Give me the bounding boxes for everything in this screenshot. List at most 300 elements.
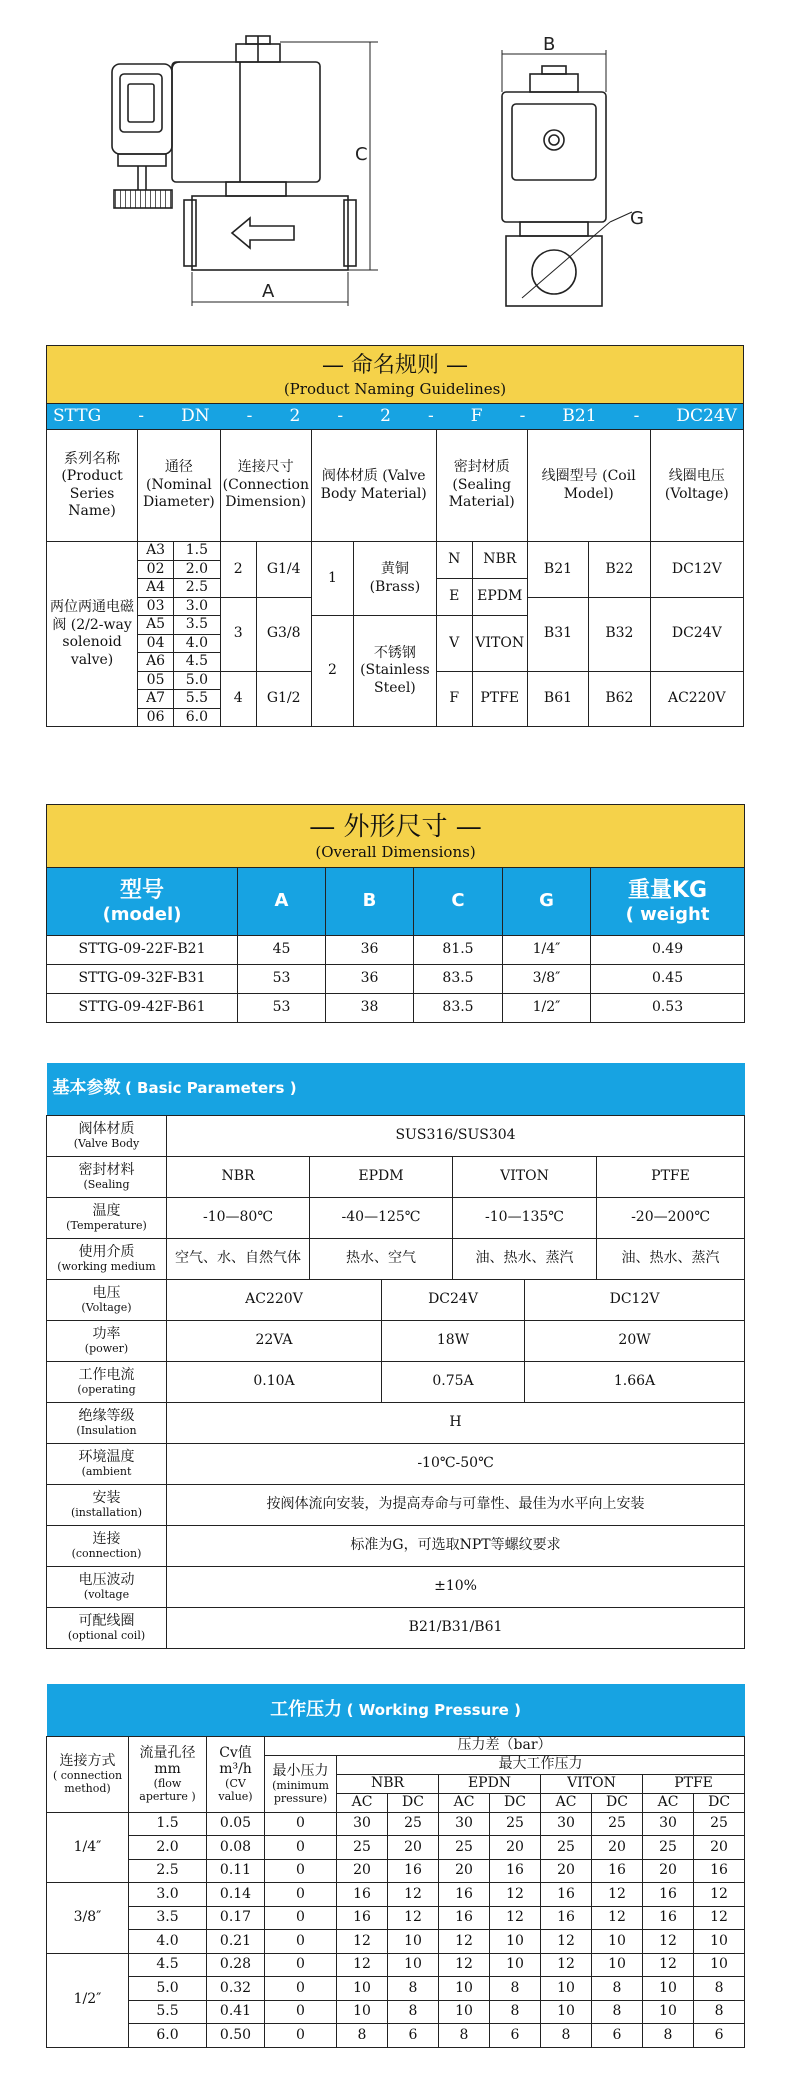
pressure-cell: 0.17 bbox=[207, 1906, 265, 1930]
insulation-label: 绝缘等级 bbox=[78, 1408, 135, 1424]
h-cv-en: (CV value) bbox=[218, 1777, 253, 1803]
pressure-cell: 12 bbox=[694, 1906, 745, 1930]
seal-material: PTFE bbox=[472, 671, 527, 727]
flow-arrow bbox=[232, 218, 294, 248]
power-2: 18W bbox=[382, 1320, 525, 1361]
seal-label-en: (Sealing bbox=[83, 1178, 130, 1191]
dim-cell: 1/4″ bbox=[503, 936, 591, 965]
dn-code: 06 bbox=[138, 708, 174, 727]
coil-model: B61 bbox=[527, 671, 588, 727]
pressure-cell: 0 bbox=[265, 1977, 337, 2001]
pressure-row bbox=[47, 1930, 745, 1954]
valve-drawing bbox=[0, 0, 790, 330]
seal-ptfe: PTFE bbox=[597, 1156, 745, 1197]
dn-value: 2.0 bbox=[174, 560, 221, 579]
pressure-cell: 16 bbox=[643, 1883, 694, 1907]
pressure-cell: 12 bbox=[643, 1953, 694, 1977]
dim-b-label: B bbox=[543, 34, 556, 55]
pressure-cell: 8 bbox=[592, 2000, 643, 2024]
pressure-cell: 10 bbox=[337, 2000, 388, 2024]
pressure-cell: 16 bbox=[490, 1859, 541, 1883]
pressure-row bbox=[47, 1859, 745, 1883]
basic-section bbox=[46, 1063, 744, 1649]
dim-cell: 36 bbox=[326, 965, 414, 994]
pressure-cell: 16 bbox=[541, 1883, 592, 1907]
h-c: C bbox=[414, 868, 503, 936]
naming-code bbox=[47, 406, 743, 427]
code-part: 2 bbox=[380, 405, 391, 426]
material-header: NBR bbox=[337, 1774, 439, 1793]
pressure-cell: 12 bbox=[490, 1883, 541, 1907]
temp-viton: -10—135℃ bbox=[453, 1197, 597, 1238]
pressure-cell: 12 bbox=[388, 1883, 439, 1907]
dim-cell: 3/8″ bbox=[503, 965, 591, 994]
pressure-cell: 25 bbox=[388, 1812, 439, 1836]
pressure-cell: 10 bbox=[643, 1977, 694, 2001]
pressure-cell: 25 bbox=[490, 1812, 541, 1836]
dim-cell: 81.5 bbox=[414, 936, 503, 965]
h-model-en: (model) bbox=[102, 904, 182, 925]
dn-code: 05 bbox=[138, 671, 174, 690]
dn-code: 03 bbox=[138, 597, 174, 616]
h-max: 最大工作压力 bbox=[337, 1755, 745, 1774]
dn-value: 4.5 bbox=[174, 653, 221, 672]
power-label: 功率 bbox=[92, 1326, 121, 1342]
insulation-value: H bbox=[167, 1402, 745, 1443]
h-min: 最小压力 bbox=[272, 1762, 329, 1779]
pressure-cell: 6 bbox=[592, 2024, 643, 2048]
dim-a-label: A bbox=[262, 281, 275, 302]
dim-cell: 36 bbox=[326, 936, 414, 965]
pressure-cell: 0.05 bbox=[207, 1812, 265, 1836]
pressure-cell: 6.0 bbox=[129, 2024, 207, 2048]
temp-nbr: -10—80℃ bbox=[167, 1197, 310, 1238]
pressure-cell: 16 bbox=[439, 1883, 490, 1907]
fluct-label: 电压波动 bbox=[78, 1572, 135, 1588]
pressure-cell: 10 bbox=[490, 1953, 541, 1977]
pressure-conn: 1/4″ bbox=[47, 1812, 129, 1883]
ac-header: AC bbox=[541, 1793, 592, 1812]
dim-cell: 45 bbox=[238, 936, 326, 965]
dim-cell: 53 bbox=[238, 994, 326, 1023]
pressure-title-zh: 工作压力 bbox=[270, 1698, 343, 1720]
power-label-en: (power) bbox=[84, 1342, 129, 1355]
coil-model: B32 bbox=[589, 597, 650, 671]
pressure-cell: 4.5 bbox=[129, 1953, 207, 1977]
dn-value: 1.5 bbox=[174, 542, 221, 561]
body-material: 黄铜 (Brass) bbox=[354, 542, 437, 616]
coil-label-en: (optional coil) bbox=[67, 1629, 146, 1642]
code-part: DN bbox=[181, 405, 210, 426]
pressure-cell: 8 bbox=[490, 2000, 541, 2024]
pressure-cell: 12 bbox=[439, 1930, 490, 1954]
pressure-cell: 25 bbox=[694, 1812, 745, 1836]
pressure-cell: 25 bbox=[643, 1836, 694, 1860]
pressure-cell: 10 bbox=[643, 2000, 694, 2024]
voltage-dc24: DC24V bbox=[382, 1279, 525, 1320]
ambient-value: -10℃-50℃ bbox=[167, 1443, 745, 1484]
pressure-cell: 16 bbox=[337, 1906, 388, 1930]
pressure-cell: 20 bbox=[439, 1859, 490, 1883]
coil-model: B22 bbox=[589, 542, 650, 598]
body-material: 不锈钢 (Stainless Steel) bbox=[354, 616, 437, 727]
current-1: 0.10A bbox=[167, 1361, 382, 1402]
body-code: 1 bbox=[311, 542, 353, 616]
dim-cell: 53 bbox=[238, 965, 326, 994]
pressure-cell: 30 bbox=[337, 1812, 388, 1836]
basic-title-en: ( Basic Parameters ) bbox=[124, 1079, 297, 1098]
ac-header: AC bbox=[337, 1793, 388, 1812]
code-part: 2 bbox=[289, 405, 301, 426]
pressure-cell: 8 bbox=[694, 2000, 745, 2024]
h-coil: 线圈型号 (Coil Model) bbox=[527, 430, 650, 542]
code-part: - bbox=[427, 405, 434, 426]
series-name: 两位两通电磁阀 (2/2-way solenoid valve) bbox=[47, 542, 138, 727]
media-label-en: (working medium bbox=[57, 1260, 156, 1273]
dim-cell: 83.5 bbox=[414, 994, 503, 1023]
seal-code: N bbox=[436, 542, 472, 579]
dn-value: 6.0 bbox=[174, 708, 221, 727]
conn-code: 3 bbox=[220, 597, 256, 671]
fluct-label-en: (voltage bbox=[83, 1588, 130, 1601]
pressure-cell: 1.5 bbox=[129, 1812, 207, 1836]
h-diameter: 通径 (Nominal Diameter) bbox=[138, 430, 221, 542]
pressure-cell: 12 bbox=[592, 1883, 643, 1907]
pressure-cell: 12 bbox=[490, 1906, 541, 1930]
pressure-cell: 12 bbox=[541, 1953, 592, 1977]
insulation-label-en: (Insulation bbox=[76, 1424, 137, 1437]
media-label: 使用介质 bbox=[78, 1244, 135, 1260]
ambient-label-en: (ambient bbox=[81, 1465, 132, 1478]
dim-subtitle: (Overall Dimensions) bbox=[315, 843, 476, 861]
pressure-cell: 10 bbox=[388, 1953, 439, 1977]
dc-header: DC bbox=[592, 1793, 643, 1812]
dn-code: A5 bbox=[138, 616, 174, 635]
pressure-cell: 0 bbox=[265, 2024, 337, 2048]
dim-row bbox=[47, 965, 745, 994]
h-b: B bbox=[326, 868, 414, 936]
body-label: 阀体材质 bbox=[78, 1121, 135, 1137]
pressure-cell: 20 bbox=[541, 1859, 592, 1883]
pressure-cell: 10 bbox=[694, 1930, 745, 1954]
pressure-cell: 12 bbox=[592, 1906, 643, 1930]
pressure-row bbox=[47, 1953, 745, 1977]
install-label: 安装 bbox=[92, 1490, 121, 1506]
seal-epdm: EPDM bbox=[310, 1156, 453, 1197]
pressure-cell: 0 bbox=[265, 1906, 337, 1930]
pressure-cell: 25 bbox=[337, 1836, 388, 1860]
naming-row bbox=[47, 542, 744, 561]
pressure-cell: 10 bbox=[337, 1977, 388, 2001]
seal-material: EPDM bbox=[472, 579, 527, 616]
pressure-cell: 0 bbox=[265, 1953, 337, 1977]
pressure-cell: 6 bbox=[694, 2024, 745, 2048]
dim-cell: STTG-09-32F-B31 bbox=[47, 965, 238, 994]
dim-g-label: G bbox=[630, 208, 644, 229]
pressure-cell: 0.32 bbox=[207, 1977, 265, 2001]
pressure-cell: 12 bbox=[337, 1953, 388, 1977]
material-header: EPDN bbox=[439, 1774, 541, 1793]
pressure-cell: 0.28 bbox=[207, 1953, 265, 1977]
body-value: SUS316/SUS304 bbox=[167, 1115, 745, 1156]
pressure-row bbox=[47, 1906, 745, 1930]
current-label: 工作电流 bbox=[78, 1367, 135, 1383]
pressure-cell: 10 bbox=[541, 2000, 592, 2024]
pressure-row bbox=[47, 2024, 745, 2048]
h-conn-en: ( connection method) bbox=[52, 1769, 123, 1795]
dim-cell: 0.49 bbox=[591, 936, 745, 965]
dim-cell: 0.45 bbox=[591, 965, 745, 994]
naming-title: — 命名规则 — bbox=[322, 352, 468, 378]
pressure-cell: 16 bbox=[541, 1906, 592, 1930]
media-epdm: 热水、空气 bbox=[310, 1238, 453, 1279]
pressure-cell: 20 bbox=[337, 1859, 388, 1883]
pressure-cell: 12 bbox=[337, 1930, 388, 1954]
temp-label-en: (Temperature) bbox=[66, 1219, 147, 1232]
current-label-en: (operating bbox=[77, 1383, 136, 1396]
media-ptfe: 油、热水、蒸汽 bbox=[597, 1238, 745, 1279]
dim-cell: 1/2″ bbox=[503, 994, 591, 1023]
body-label-en: (Valve Body bbox=[73, 1137, 140, 1150]
temp-ptfe: -20—200℃ bbox=[597, 1197, 745, 1238]
coil-voltage: DC12V bbox=[650, 542, 743, 598]
coil-model: B31 bbox=[527, 597, 588, 671]
pressure-cell: 20 bbox=[643, 1859, 694, 1883]
current-3: 1.66A bbox=[525, 1361, 745, 1402]
pressure-cell: 25 bbox=[439, 1836, 490, 1860]
seal-code: E bbox=[436, 579, 472, 616]
pressure-cell: 10 bbox=[439, 2000, 490, 2024]
h-g: G bbox=[503, 868, 591, 936]
temp-label: 温度 bbox=[92, 1203, 121, 1219]
seal-material: VITON bbox=[472, 616, 527, 672]
coil-model: B21 bbox=[527, 542, 588, 598]
pressure-cell: 3.5 bbox=[129, 1906, 207, 1930]
pressure-cell: 10 bbox=[694, 1953, 745, 1977]
pressure-cell: 12 bbox=[694, 1883, 745, 1907]
voltage-label-en: (Voltage) bbox=[81, 1301, 132, 1314]
pressure-conn: 1/2″ bbox=[47, 1953, 129, 2047]
coil-label: 可配线圈 bbox=[78, 1613, 135, 1629]
pressure-cell: 8 bbox=[439, 2024, 490, 2048]
coil-model: B62 bbox=[589, 671, 650, 727]
dim-cell: 83.5 bbox=[414, 965, 503, 994]
pressure-conn: 3/8″ bbox=[47, 1883, 129, 1954]
conn-value: 标准为G，可选取NPT等螺纹要求 bbox=[167, 1525, 745, 1566]
dn-code: A3 bbox=[138, 542, 174, 561]
dn-value: 5.5 bbox=[174, 690, 221, 709]
naming-subtitle: (Product Naming Guidelines) bbox=[283, 379, 507, 398]
pressure-cell: 10 bbox=[592, 1930, 643, 1954]
valve-body bbox=[192, 196, 348, 270]
h-weight-zh: 重量KG bbox=[627, 877, 708, 903]
code-part: STTG bbox=[53, 405, 102, 426]
coil-voltage: DC24V bbox=[650, 597, 743, 671]
dim-cell: 38 bbox=[326, 994, 414, 1023]
pressure-cell: 12 bbox=[439, 1953, 490, 1977]
h-voltage: 线圈电压 (Voltage) bbox=[650, 430, 743, 542]
pressure-cell: 20 bbox=[490, 1836, 541, 1860]
voltage-label: 电压 bbox=[92, 1285, 121, 1301]
pressure-row bbox=[47, 1836, 745, 1860]
pressure-cell: 4.0 bbox=[129, 1930, 207, 1954]
coil-side bbox=[502, 92, 606, 222]
pressure-cell: 16 bbox=[337, 1883, 388, 1907]
h-diff: 压力差（bar） bbox=[265, 1736, 745, 1755]
dim-c-label: C bbox=[355, 144, 368, 165]
current-2: 0.75A bbox=[382, 1361, 525, 1402]
h-cv: Cv值 m³/h bbox=[219, 1745, 252, 1777]
pressure-cell: 16 bbox=[439, 1906, 490, 1930]
dn-code: 02 bbox=[138, 560, 174, 579]
install-value: 按阀体流向安装，为提高寿命与可靠性、最佳为水平向上安装 bbox=[167, 1484, 745, 1525]
dim-row bbox=[47, 994, 745, 1023]
pressure-cell: 12 bbox=[388, 1906, 439, 1930]
code-part: - bbox=[138, 405, 145, 426]
h-weight-en: ( weight bbox=[625, 904, 710, 925]
pressure-cell: 0 bbox=[265, 1883, 337, 1907]
code-part: - bbox=[633, 405, 640, 426]
pressure-cell: 16 bbox=[694, 1859, 745, 1883]
pressure-cell: 8 bbox=[490, 1977, 541, 2001]
material-header: VITON bbox=[541, 1774, 643, 1793]
media-viton: 油、热水、蒸汽 bbox=[453, 1238, 597, 1279]
coil-body bbox=[172, 62, 320, 182]
dn-value: 2.5 bbox=[174, 579, 221, 598]
pressure-cell: 0.21 bbox=[207, 1930, 265, 1954]
pressure-cell: 0 bbox=[265, 1930, 337, 1954]
conn-size: G1/2 bbox=[256, 671, 311, 727]
media-nbr: 空气、水、自然气体 bbox=[167, 1238, 310, 1279]
body-code: 2 bbox=[311, 616, 353, 727]
h-min-en: (minimum pressure) bbox=[272, 1778, 329, 1805]
pressure-cell: 8 bbox=[694, 1977, 745, 2001]
dim-cell: STTG-09-42F-B61 bbox=[47, 994, 238, 1023]
h-model-zh: 型号 bbox=[119, 877, 164, 903]
code-part: - bbox=[337, 405, 344, 426]
pressure-cell: 0.11 bbox=[207, 1859, 265, 1883]
pressure-cell: 8 bbox=[388, 2000, 439, 2024]
pressure-cell: 0.14 bbox=[207, 1883, 265, 1907]
pressure-cell: 3.0 bbox=[129, 1883, 207, 1907]
conn-code: 2 bbox=[220, 542, 256, 598]
dn-value: 5.0 bbox=[174, 671, 221, 690]
pressure-section bbox=[46, 1684, 744, 2062]
pressure-cell: 16 bbox=[643, 1906, 694, 1930]
pressure-cell: 20 bbox=[694, 1836, 745, 1860]
h-connection: 连接尺寸 (Connection Dimension) bbox=[220, 430, 311, 542]
dn-value: 3.0 bbox=[174, 597, 221, 616]
pressure-cell: 6 bbox=[490, 2024, 541, 2048]
coil-voltage: AC220V bbox=[650, 671, 743, 727]
power-1: 22VA bbox=[167, 1320, 382, 1361]
dn-code: A7 bbox=[138, 690, 174, 709]
conn-size: G3/8 bbox=[256, 597, 311, 671]
pressure-cell: 0 bbox=[265, 1812, 337, 1836]
pressure-cell: 25 bbox=[592, 1812, 643, 1836]
pressure-cell: 16 bbox=[592, 1859, 643, 1883]
pressure-cell: 30 bbox=[439, 1812, 490, 1836]
pressure-cell: 30 bbox=[643, 1812, 694, 1836]
pressure-cell: 12 bbox=[541, 1930, 592, 1954]
pressure-cell: 0 bbox=[265, 1859, 337, 1883]
ambient-label: 环境温度 bbox=[78, 1449, 135, 1465]
h-seal: 密封材质 (Sealing Material) bbox=[436, 430, 527, 542]
pressure-row bbox=[47, 1812, 745, 1836]
basic-title-zh: 基本参数 bbox=[52, 1078, 121, 1099]
pressure-cell: 0.41 bbox=[207, 2000, 265, 2024]
h-flow-en: (flow aperture ) bbox=[139, 1777, 196, 1803]
pressure-cell: 30 bbox=[541, 1812, 592, 1836]
seal-code: F bbox=[436, 671, 472, 727]
material-header: PTFE bbox=[643, 1774, 745, 1793]
h-a: A bbox=[238, 868, 326, 936]
pressure-cell: 16 bbox=[388, 1859, 439, 1883]
pressure-cell: 8 bbox=[592, 1977, 643, 2001]
pressure-cell: 5.0 bbox=[129, 1977, 207, 2001]
seal-label: 密封材料 bbox=[78, 1162, 135, 1178]
pressure-cell: 10 bbox=[490, 1930, 541, 1954]
pressure-cell: 20 bbox=[388, 1836, 439, 1860]
ac-header: AC bbox=[643, 1793, 694, 1812]
dc-header: DC bbox=[694, 1793, 745, 1812]
dn-code: A4 bbox=[138, 579, 174, 598]
dim-cell: STTG-09-22F-B21 bbox=[47, 936, 238, 965]
pressure-cell: 8 bbox=[643, 2024, 694, 2048]
voltage-ac220: AC220V bbox=[167, 1279, 382, 1320]
pressure-cell: 10 bbox=[592, 1953, 643, 1977]
dim-title: — 外形尺寸 — bbox=[309, 812, 482, 842]
pressure-title-en: ( Working Pressure ) bbox=[346, 1700, 521, 1719]
naming-section bbox=[46, 345, 744, 727]
seal-material: NBR bbox=[472, 542, 527, 579]
coil-value: B21/B31/B61 bbox=[167, 1607, 745, 1648]
code-part: F bbox=[470, 405, 483, 426]
fluct-value: ±10% bbox=[167, 1566, 745, 1607]
h-conn: 连接方式 bbox=[59, 1753, 116, 1769]
dc-header: DC bbox=[490, 1793, 541, 1812]
pressure-cell: 0.50 bbox=[207, 2024, 265, 2048]
pressure-cell: 8 bbox=[388, 1977, 439, 2001]
pressure-cell: 5.5 bbox=[129, 2000, 207, 2024]
pressure-cell: 6 bbox=[388, 2024, 439, 2048]
dim-cell: 0.53 bbox=[591, 994, 745, 1023]
seal-nbr: NBR bbox=[167, 1156, 310, 1197]
dn-code: A6 bbox=[138, 653, 174, 672]
conn-code: 4 bbox=[220, 671, 256, 727]
voltage-dc12: DC12V bbox=[525, 1279, 745, 1320]
dc-header: DC bbox=[388, 1793, 439, 1812]
seal-code: V bbox=[436, 616, 472, 672]
h-flow: 流量孔径mm bbox=[139, 1745, 196, 1777]
code-part: - bbox=[246, 405, 253, 426]
dn-value: 4.0 bbox=[174, 634, 221, 653]
pressure-cell: 10 bbox=[439, 1977, 490, 2001]
dn-code: 04 bbox=[138, 634, 174, 653]
conn-label-en: (connection) bbox=[71, 1547, 142, 1560]
h-series: 系列名称 (Product Series Name) bbox=[47, 430, 138, 542]
pressure-cell: 20 bbox=[592, 1836, 643, 1860]
pressure-cell: 0 bbox=[265, 1836, 337, 1860]
install-label-en: (installation) bbox=[70, 1506, 143, 1519]
pressure-cell: 10 bbox=[541, 1977, 592, 2001]
pressure-row bbox=[47, 1977, 745, 2001]
pressure-cell: 2.0 bbox=[129, 1836, 207, 1860]
code-part: DC24V bbox=[676, 405, 737, 426]
pressure-row bbox=[47, 2000, 745, 2024]
pressure-cell: 8 bbox=[541, 2024, 592, 2048]
h-body: 阀体材质 (Valve Body Material) bbox=[311, 430, 436, 542]
